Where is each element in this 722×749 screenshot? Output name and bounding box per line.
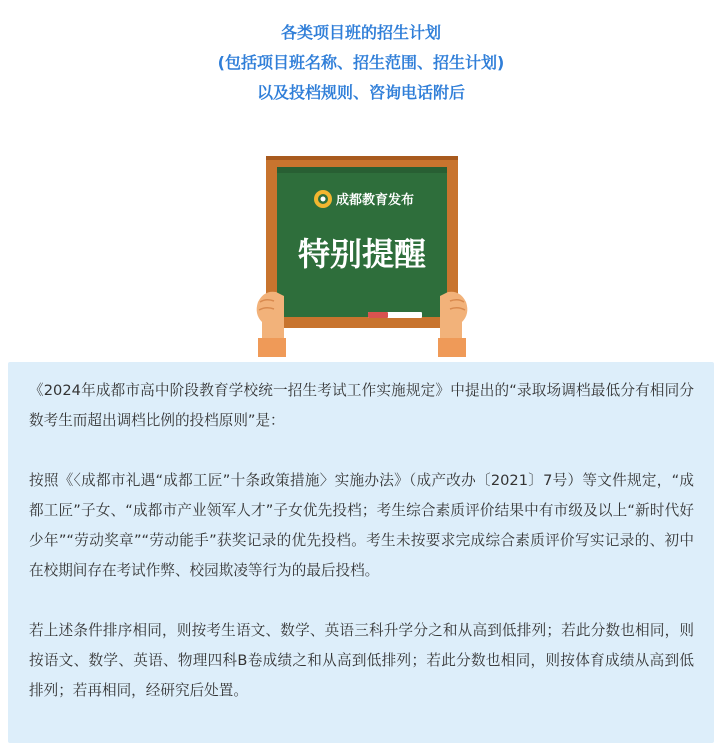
notice-box: [8, 362, 714, 743]
header-line-1: 各类项目班的招生计划: [280, 23, 441, 42]
notice-paragraph-3: 若上述条件排序相同，则按考生语文、数学、英语三科升学分之和从高到低排列；若此分数也相同，则按语文、数学、英语、物理四科B卷成绩之和从高到低排列；若此分数也相同，则按体育成绩从高到低排列；若再相同，经研究后处置。: [29, 622, 694, 699]
blackboard-illustration: [250, 152, 474, 357]
board-title: 特别提醒: [297, 235, 427, 273]
notice-paragraph-2: 按照《〈成都市礼遇“成都工匠”十条政策措施〉实施办法》（成产改办〔2021〕7号）等文件规定，“成都工匠”子女、“成都市产业领军人才”子女优先投档；考生综合素质评价结果中有市级及以上“新时代好少年”“劳动奖章”“劳动能手”获奖记录的优先投档。考生未按要求完成综合素质评价写实记录的、初中在校期间存在考试作弊、校园欺凌等行为的最后投档。: [29, 472, 694, 579]
blackboard-graphic: [250, 152, 474, 357]
board-logo-text: 成都教育发布: [336, 193, 415, 208]
header-line-3: 以及投档规则、咨询电话附后: [256, 83, 465, 102]
notice-paragraph-1: 《2024年成都市高中阶段教育学校统一招生考试工作实施规定》中提出的“录取场调档最低分有相同分数考生而超出调档比例的投档原则”是：: [29, 382, 694, 429]
header-line-2: (包括项目班名称、招生范围、招生计划): [217, 53, 505, 72]
intro-header: [0, 18, 722, 108]
